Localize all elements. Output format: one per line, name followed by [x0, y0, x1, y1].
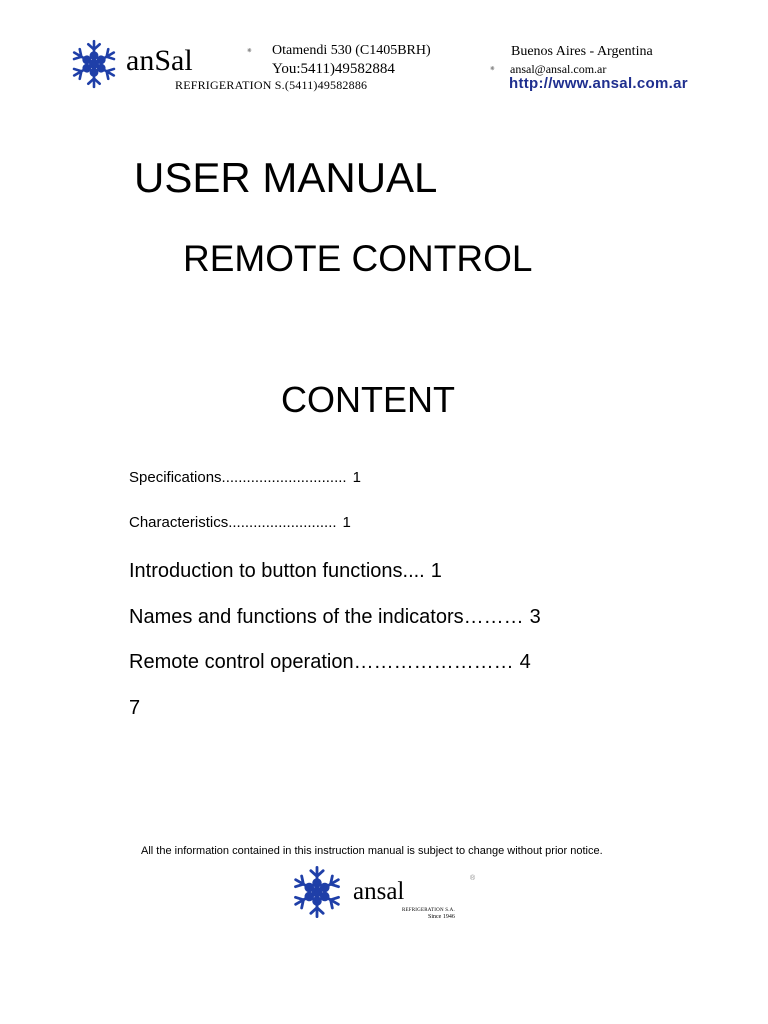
toc-item-remote-operation — [129, 651, 531, 674]
toc-item-page: 1 — [342, 514, 351, 531]
header-brand: anSal — [126, 44, 193, 77]
footer-brand: ansal — [353, 878, 405, 905]
footer-notice: All the information contained in this instruction manual is subject to change without prior notice. — [141, 845, 603, 857]
footer-since: Since 1946 — [428, 914, 455, 920]
header-url-link[interactable]: http://www.ansal.com.ar — [509, 75, 688, 92]
toc-item-page: 1 — [352, 469, 361, 486]
toc-item-page: 1 — [430, 560, 442, 582]
header-address: Otamendi 530 (C1405BRH) — [272, 43, 431, 58]
snowflake-icon — [68, 38, 120, 90]
toc-item-label: Specifications.............................. — [129, 469, 347, 486]
page-title: USER MANUAL — [134, 154, 438, 201]
toc-item-label: Names and functions of the indicators……… — [129, 606, 524, 628]
toc-item-page: 4 — [519, 651, 531, 673]
toc-heading: CONTENT — [281, 379, 455, 420]
snowflake-icon — [289, 864, 345, 920]
toc-item-label: Characteristics.......................... — [129, 514, 337, 531]
toc-item-label: 7 — [129, 697, 141, 719]
toc-item-page-7 — [129, 697, 140, 720]
toc-item-page: 3 — [529, 606, 541, 628]
page-subtitle: REMOTE CONTROL — [183, 238, 533, 279]
header-email: ansal@ansal.com.ar — [510, 62, 607, 76]
toc-item-label: Introduction to button functions.... — [129, 560, 425, 582]
footer-tagline: REFRIGERATION S.A. — [402, 908, 455, 913]
footer-mark: ® — [470, 875, 476, 882]
toc-item-specifications — [129, 469, 361, 486]
toc-item-indicators — [129, 606, 541, 629]
toc-item-label: Remote control operation…………………… — [129, 651, 514, 673]
header-phone: You:5411)49582884 — [272, 61, 395, 77]
toc-item-button-functions — [129, 560, 442, 583]
header-tagline: REFRIGERATION S.(5411)49582886 — [175, 78, 368, 92]
toc-item-characteristics — [129, 514, 351, 531]
header-mark-left: ⁕ — [246, 46, 253, 55]
header-mark-right: ⁕ — [489, 64, 496, 73]
header-city: Buenos Aires - Argentina — [511, 44, 653, 59]
